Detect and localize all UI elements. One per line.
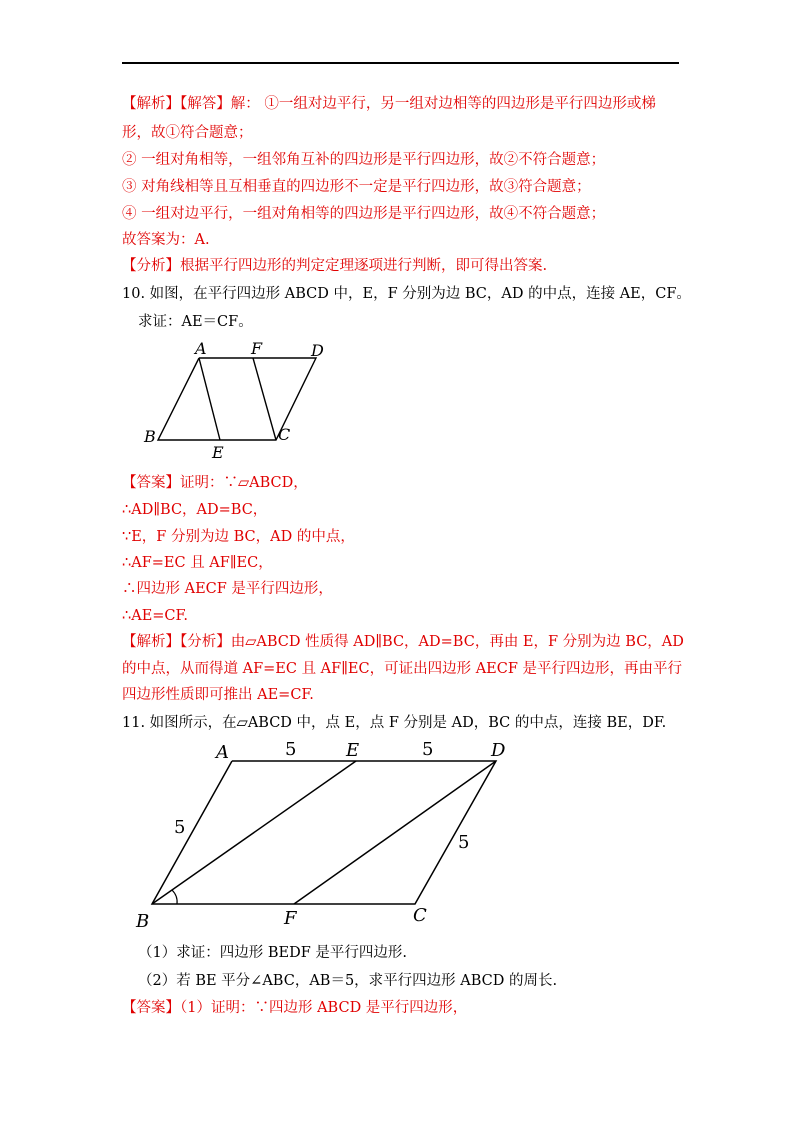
figure2-length-ae: 5 (285, 739, 297, 760)
solution-line-3: ② 一组对角相等，一组邻角互补的四边形是平行四边形，故②不符合题意； (122, 152, 606, 168)
explanation-line-1: 【解析】【分析】由▱ABCD 性质得 AD∥BC，AD=BC，再由 E，F 分别为边 BC，AD (122, 634, 684, 650)
figure2-label-f: F (284, 908, 297, 929)
figure2-length-ed: 5 (422, 739, 434, 760)
figure1-label-f: F (251, 339, 263, 358)
solution-line-1: 【解析】【解答】解： ①一组对边平行，另一组对边相等的四边形是平行四边形或梯 (122, 96, 656, 112)
figure1-label-e: E (212, 443, 224, 462)
figure2-label-c: C (413, 905, 427, 926)
explanation-line-3: 四边形性质即可推出 AE=CF. (122, 687, 314, 703)
subquestion-1: （1）求证：四边形 BEDF 是平行四边形. (138, 945, 407, 961)
header-rule (122, 62, 679, 64)
proof-line-5: ∴四边形 AECF 是平行四边形， (122, 581, 333, 597)
answer-line: 故答案为：A. (122, 232, 210, 248)
figure2-label-d: D (491, 740, 506, 761)
solution-line-5: ④ 一组对边平行，一组对角相等的四边形是平行四边形，故④不符合题意； (122, 206, 606, 222)
figure2-length-ab: 5 (174, 817, 186, 838)
figure-parallelogram-bedf (132, 736, 512, 936)
subquestion-2: （2）若 BE 平分∠ABC，AB＝5，求平行四边形 ABCD 的周长. (138, 973, 558, 989)
figure2-label-b: B (136, 911, 150, 932)
question-10-text: 10. 如图，在平行四边形 ABCD 中，E，F 分别为边 BC，AD 的中点，连接 AE，CF。 (122, 286, 691, 302)
figure1-label-c: C (278, 425, 291, 444)
figure-parallelogram-aecf (140, 338, 340, 463)
question-11-text: 11. 如图所示，在▱ABCD 中，点 E，点 F 分别是 AD，BC 的中点，连接 BE，DF. (122, 715, 667, 731)
figure2-length-dc: 5 (458, 832, 470, 853)
explanation-line-2: 的中点，从而得道 AF=EC 且 AF∥EC，可证出四边形 AECF 是平行四边形，再由平行 (122, 661, 683, 677)
figure1-label-a: A (195, 339, 207, 358)
proof-line-6: ∴AE=CF. (122, 608, 188, 624)
solution-line-4: ③ 对角线相等且互相垂直的四边形不一定是平行四边形，故③符合题意； (122, 179, 591, 195)
figure2-label-e: E (346, 740, 360, 761)
proof-line-3: ∵E，F 分别为边 BC，AD 的中点， (122, 529, 355, 545)
figure1-label-b: B (144, 427, 156, 446)
proof-line-1: 【答案】证明：∵▱ABCD， (122, 475, 308, 491)
answer-11-line: 【答案】（1）证明：∵四边形 ABCD 是平行四边形， (122, 1000, 468, 1016)
proof-line-2: ∴AD∥BC，AD=BC， (122, 502, 268, 518)
proof-line-4: ∴AF=EC 且 AF∥EC， (122, 555, 273, 571)
figure1-label-d: D (311, 341, 324, 360)
question-10-prove: 求证：AE＝CF。 (138, 314, 253, 330)
analysis-line: 【分析】根据平行四边形的判定定理逐项进行判断，即可得出答案. (122, 258, 548, 274)
solution-line-2: 形，故①符合题意； (122, 125, 253, 141)
figure2-label-a: A (216, 742, 229, 763)
